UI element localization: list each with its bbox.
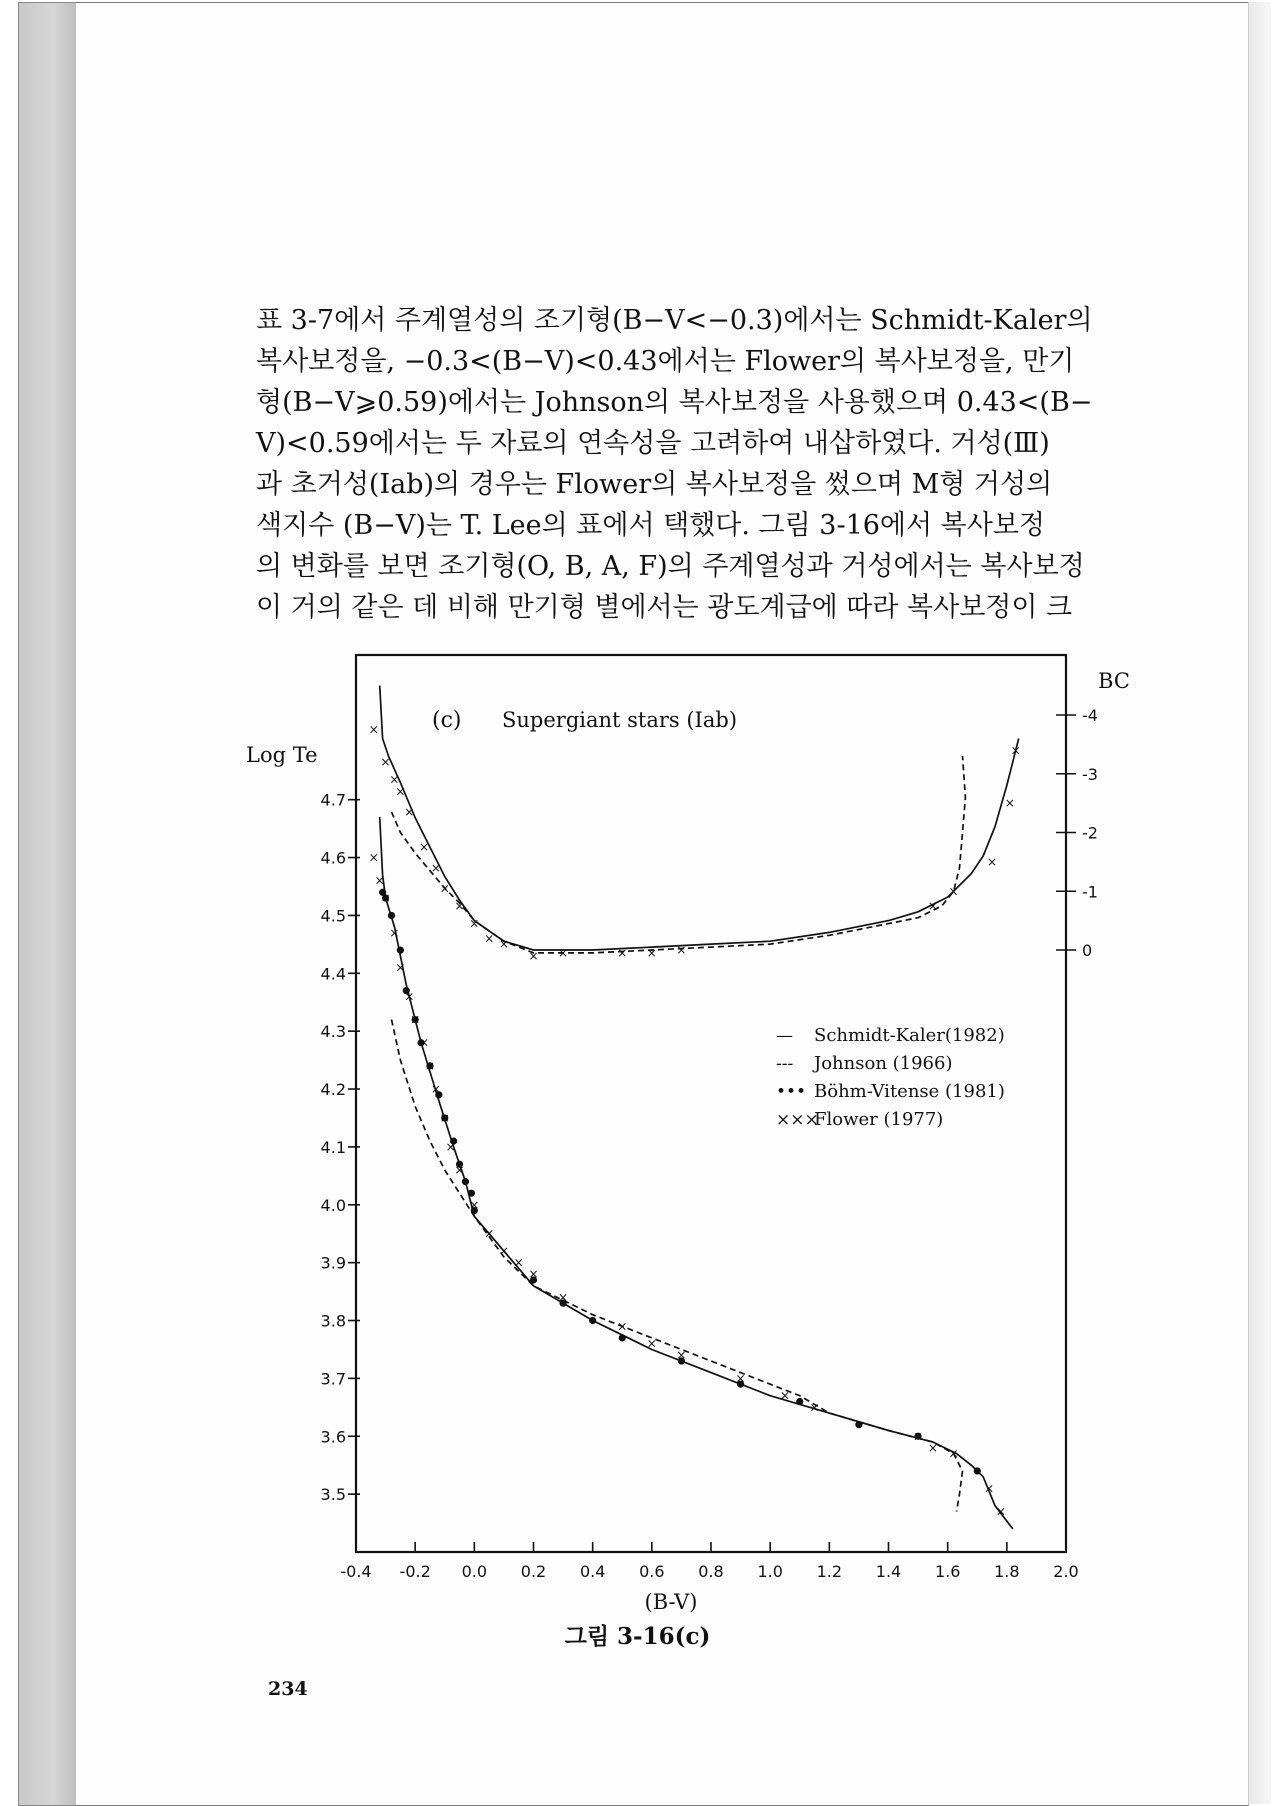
b-hm-vitense-log-te-point — [388, 912, 395, 919]
y-axis-label: Log Te — [246, 743, 318, 767]
flower-bc-point: × — [676, 943, 687, 957]
y-tick-label: 4.4 — [320, 964, 346, 984]
flower-bc-point: × — [454, 898, 465, 913]
flower-log-te-point: × — [646, 1336, 657, 1351]
plot-frame — [356, 655, 1066, 1552]
paragraph-line: 복사보정을, −0.3<(B−V)<0.43에서는 Flower의 복사보정을, 만기 — [256, 346, 1075, 377]
legend-label: Schmidt-Kaler(1982) — [814, 1025, 1005, 1046]
x-tick-label: 1.0 — [757, 1562, 783, 1581]
flower-log-te-point: × — [389, 925, 400, 940]
y-tick-label: 3.5 — [320, 1485, 346, 1505]
flower-bc-point: × — [380, 755, 391, 769]
bc-tick-label: 0 — [1082, 941, 1093, 960]
b-hm-vitense-log-te-point — [796, 1398, 803, 1405]
flower-log-te-point: × — [676, 1348, 687, 1363]
flower-log-te-point: × — [445, 1139, 456, 1154]
flower-log-te-point: × — [528, 1267, 539, 1282]
book-spine — [18, 2, 78, 1806]
flower-log-te-point: × — [380, 891, 391, 906]
flower-bc-point: × — [528, 948, 539, 963]
x-tick-label: 2.0 — [1053, 1562, 1079, 1581]
flower-bc-point: × — [1004, 796, 1015, 811]
bc-tick-label: -2 — [1082, 823, 1098, 843]
flower-log-te-point: × — [395, 960, 406, 975]
paragraph-line: 색지수 (B−V)는 T. Lee의 표에서 택했다. 그림 3-16에서 복사보정 — [256, 510, 1045, 541]
flower-log-te-point: × — [617, 1319, 628, 1334]
y-tick-label: 4.2 — [320, 1080, 346, 1100]
figure-caption: 그림 3-16(c) — [564, 1623, 711, 1650]
b-hm-vitense-log-te-point — [462, 1178, 469, 1185]
x-tick-label: 1.6 — [934, 1562, 961, 1581]
flower-bc-point: × — [439, 881, 450, 896]
flower-log-te-point: × — [419, 1035, 430, 1050]
bolometric-correction-chart — [240, 650, 1130, 1614]
flower-bc-point: × — [368, 722, 379, 737]
flower-bc-point: × — [646, 945, 657, 960]
bc-tick-label: -4 — [1082, 706, 1098, 725]
legend-key: --- — [776, 1054, 794, 1074]
x-tick-label: 0.8 — [698, 1562, 724, 1581]
flower-bc-point: × — [1010, 743, 1021, 758]
paragraph-line: 과 초거성(Iab)의 경우는 Flower의 복사보정을 썼으며 M형 거성의 — [256, 469, 1053, 500]
flower-log-te-point: × — [374, 873, 385, 888]
y-tick-label: 3.6 — [320, 1427, 346, 1447]
paragraph-line: V)<0.59에서는 두 자료의 연속성을 고려하여 내삽하였다. 거성(Ⅲ) — [256, 428, 1050, 459]
legend-key: ••• — [776, 1082, 807, 1102]
y-tick-label: 4.0 — [320, 1195, 346, 1215]
flower-log-te-point: × — [913, 1429, 924, 1444]
flower-bc-point: × — [430, 860, 441, 875]
paragraph-line: 의 변화를 보면 조기형(O, B, A, F)의 주계열성과 거성에서는 복사보정 — [256, 551, 1085, 582]
flower-log-te-point: × — [404, 989, 415, 1004]
chart-title: Supergiant stars (Iab) — [502, 708, 738, 732]
flower-bc-point: × — [484, 931, 495, 946]
b-hm-vitense-log-te-point — [855, 1421, 862, 1428]
legend-key: ××× — [776, 1110, 819, 1130]
y-tick-label: 4.7 — [320, 790, 346, 810]
x-tick-label: 1.4 — [875, 1562, 902, 1581]
y-tick-label: 4.3 — [320, 1022, 346, 1042]
flower-bc-point: × — [419, 840, 430, 855]
flower-bc-point: × — [927, 898, 938, 913]
flower-log-te-point: × — [410, 1012, 421, 1027]
flower-log-te-point: × — [484, 1226, 495, 1241]
flower-log-te-point: × — [948, 1446, 959, 1461]
flower-bc-point: × — [404, 804, 415, 819]
paragraph-line: 표 3-7에서 주계열성의 조기형(B−V<−0.3)에서는 Schmidt-Kaler의 — [256, 305, 1093, 336]
paragraph-line: 형(B−V⩾0.59)에서는 Johnson의 복사보정을 사용했으며 0.43<(B− — [256, 387, 1093, 418]
y-tick-label: 3.8 — [320, 1311, 346, 1331]
x-tick-label: 0.6 — [639, 1562, 665, 1581]
flower-log-te-point: × — [454, 1163, 465, 1178]
x-tick-label: -0.2 — [399, 1562, 431, 1581]
flower-log-te-point: × — [995, 1504, 1006, 1519]
x-tick-label: 1.8 — [994, 1562, 1020, 1581]
legend-key: — — [776, 1026, 793, 1046]
flower-bc-point: × — [389, 772, 400, 787]
x-tick-label: 0.4 — [579, 1562, 606, 1581]
x-axis-label: (B-V) — [644, 1590, 698, 1614]
y-tick-label: 3.9 — [320, 1253, 346, 1273]
body-paragraph — [256, 300, 1136, 628]
bc-tick-label: -3 — [1082, 764, 1098, 784]
flower-log-te-point: × — [927, 1440, 938, 1455]
b-hm-vitense-log-te-point — [974, 1467, 981, 1474]
flower-log-te-point: × — [498, 1244, 509, 1259]
flower-log-te-point: × — [439, 1110, 450, 1125]
b-hm-vitense-log-te-point — [468, 1190, 475, 1197]
page-number: 234 — [268, 1678, 308, 1700]
flower-log-te-point: × — [368, 850, 379, 865]
b-hm-vitense-log-te-point — [589, 1317, 596, 1324]
legend-label: Böhm-Vitense (1981) — [814, 1081, 1005, 1102]
b-hm-vitense-log-te-point — [397, 947, 404, 954]
flower-log-te-point: × — [984, 1481, 995, 1496]
page-edge — [1248, 2, 1271, 1804]
flower-bc-point: × — [948, 884, 959, 899]
flower-log-te-point: × — [558, 1290, 569, 1305]
x-tick-label: 1.2 — [816, 1562, 843, 1581]
flower-bc-point: × — [469, 916, 480, 931]
flower-bc-point: × — [498, 937, 509, 952]
flower-log-te-point: × — [430, 1082, 441, 1097]
flower-bc-point: × — [617, 945, 628, 960]
flower-bc-point: × — [558, 945, 569, 960]
flower-log-te-point: × — [809, 1400, 820, 1415]
x-tick-label: -0.4 — [340, 1562, 372, 1581]
panel-label: (c) — [432, 708, 462, 733]
paragraph-line: 이 거의 같은 데 비해 만기형 별에서는 광도계급에 따라 복사보정이 크 — [256, 592, 1073, 623]
flower-log-te-point: × — [779, 1388, 790, 1403]
flower-log-te-point: × — [469, 1197, 480, 1212]
flower-bc-point: × — [395, 784, 406, 799]
y-tick-label: 4.5 — [320, 906, 346, 926]
flower-log-te-point: × — [424, 1058, 435, 1073]
b-hm-vitense-log-te-point — [619, 1334, 626, 1341]
y-tick-label: 3.7 — [320, 1369, 346, 1389]
legend-label: Johnson (1966) — [814, 1053, 953, 1074]
y-tick-label: 4.1 — [320, 1137, 346, 1157]
y-tick-label: 4.6 — [320, 848, 346, 868]
legend-label: Flower (1977) — [814, 1109, 944, 1130]
flower-log-te-point: × — [513, 1255, 524, 1270]
bc-axis-label: BC — [1098, 669, 1130, 693]
x-tick-label: 0.0 — [461, 1562, 488, 1581]
flower-bc-point: × — [987, 854, 998, 869]
x-tick-label: 0.2 — [520, 1562, 547, 1581]
flower-log-te-point: × — [735, 1371, 746, 1386]
bc-tick-label: -1 — [1082, 882, 1098, 902]
